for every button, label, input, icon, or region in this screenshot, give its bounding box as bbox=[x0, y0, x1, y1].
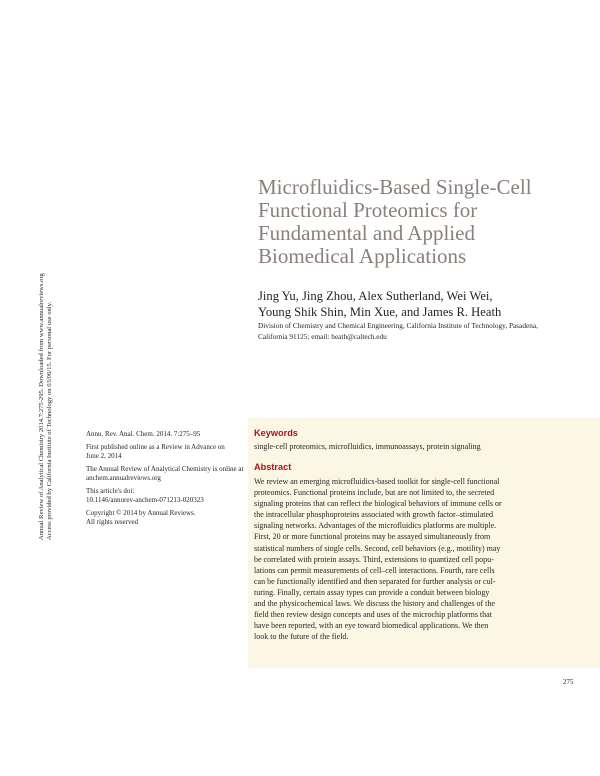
abstract-line: the intracellular phosphoproteins associated with growth factor–stimulated bbox=[254, 510, 494, 520]
author-line: Young Shik Shin, Min Xue, and James R. Heath bbox=[258, 305, 502, 319]
rights: All rights reserved bbox=[86, 518, 139, 526]
abstract-line: be correlated with protein assays. Third, extensions to quantized cell popu- bbox=[254, 554, 494, 564]
download-notice bbox=[38, 220, 55, 540]
copyright: Copyright © 2014 by Annual Reviews. bbox=[86, 509, 196, 517]
doi-block bbox=[86, 487, 246, 505]
download-notice-line: Access provided by California Institute of Technology on 03/06/15. For personal use only. bbox=[46, 301, 54, 540]
citation: Annu. Rev. Anal. Chem. 2014. 7:275–95 bbox=[86, 430, 201, 438]
keywords-text: single-cell proteomics, microfluidics, immunoassays, protein signaling bbox=[254, 442, 481, 451]
journal-online-line: The Annual Review of Analytical Chemistry is online at bbox=[86, 465, 244, 473]
first-published-line: June 2, 2014 bbox=[86, 452, 122, 460]
doi-label: This article's doi: bbox=[86, 487, 135, 495]
abstract-line: turing. Finally, certain assay types can provide a conduit between biology bbox=[254, 587, 490, 597]
abstract-line: and the physicochemical laws. We discuss the history and challenges of the bbox=[254, 599, 495, 609]
page-number: 275 bbox=[563, 678, 574, 686]
title-line: Microfluidics-Based Single-Cell bbox=[258, 175, 532, 199]
abstract-body bbox=[254, 476, 589, 642]
article-meta bbox=[86, 430, 246, 531]
keywords-heading: Keywords bbox=[254, 428, 298, 438]
abstract-line: First, 20 or more functional proteins may be assayed simultaneously from bbox=[254, 532, 491, 542]
abstract-line: lations can permit measurements of cell–cell interactions. Fourth, rare cells bbox=[254, 565, 495, 575]
download-notice-line: Annual Review of Analytical Chemistry 2014.7:275-295. Downloaded from www.annualreviews.org bbox=[38, 273, 45, 540]
author-list bbox=[258, 288, 578, 320]
abstract-line: have been reported, with an eye toward biomedical applications. We then bbox=[254, 621, 489, 631]
abstract-line: can be functionally identified and then separated for further analysis or cul- bbox=[254, 576, 496, 586]
affiliation bbox=[258, 321, 558, 342]
title-line: Functional Proteomics for bbox=[258, 198, 478, 222]
article-title bbox=[258, 176, 578, 268]
title-line: Fundamental and Applied bbox=[258, 221, 475, 245]
abstract-line: signaling networks. Advantages of the microfluidics platforms are multiple. bbox=[254, 521, 497, 531]
abstract-line: field then review design concepts and uses of the microchip platforms that bbox=[254, 610, 492, 620]
first-published-line: First published online as a Review in Advance on bbox=[86, 443, 225, 451]
abstract-heading: Abstract bbox=[254, 462, 292, 472]
journal-online bbox=[86, 465, 246, 483]
copyright-block bbox=[86, 509, 246, 527]
author-line: Jing Yu, Jing Zhou, Alex Sutherland, Wei Wei, bbox=[258, 289, 493, 303]
affiliation-line: Division of Chemistry and Chemical Engineering, California Institute of Technology, Pasadena, bbox=[258, 321, 538, 330]
abstract-line: statistical numbers of single cells. Second, cell behaviors (e.g., motility) may bbox=[254, 543, 501, 553]
abstract-line: look to the future of the field. bbox=[254, 632, 349, 642]
affiliation-line: California 91125; email: heath@caltech.edu bbox=[258, 331, 387, 341]
doi-value[interactable]: 10.1146/annurev-anchem-071213-020323 bbox=[86, 496, 204, 504]
keywords-abstract-panel bbox=[248, 418, 600, 668]
journal-online-link[interactable]: anchem.annualreviews.org bbox=[86, 474, 161, 482]
abstract-line: signaling proteins that can reflect the biological behaviors of immune cells or bbox=[254, 499, 502, 509]
abstract-line: We review an emerging microfluidics-based toolkit for single-cell functional bbox=[254, 477, 500, 486]
title-line: Biomedical Applications bbox=[258, 244, 467, 268]
first-published bbox=[86, 443, 246, 461]
abstract-line: proteomics. Functional proteins include, but are not limited to, the secreted bbox=[254, 488, 495, 498]
